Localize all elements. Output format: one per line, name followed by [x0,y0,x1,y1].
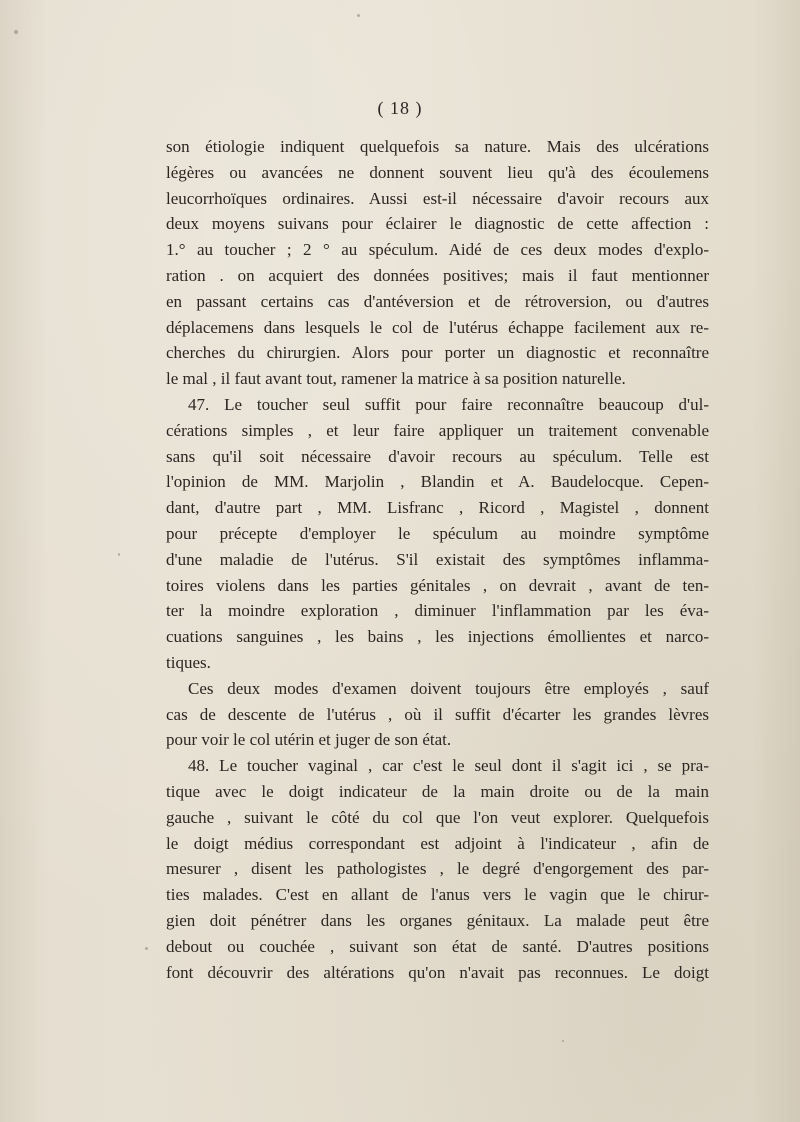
ink-spot [118,553,120,556]
ink-spot [357,14,360,17]
text-line: deux moyens suivans pour éclairer le diagnostic de cette affection : [166,214,709,234]
text-line: le doigt médius correspondant est adjoint à l'indicateur , afin de [166,833,709,853]
text-line: pour voir le col utérin et juger de son état. [166,730,452,750]
text-line: légères ou avancées ne donnent souvent lieu qu'à des écoulemens [166,162,709,182]
text-line: son étiologie indiquent quelquefois sa nature. Mais des ulcérations [166,137,709,156]
text-line: mesurer , disent les pathologistes , le degré d'engorgement des par- [166,859,709,879]
text-line: cérations simples , et leur faire appliquer un traitement convenable [166,420,709,440]
text-line: font découvrir des altérations qu'on n'avait pas reconnues. Le doigt [166,962,709,982]
body-text [166,134,709,985]
text-line: sans qu'il soit nécessaire d'avoir recours au spéculum. Telle est [166,446,709,466]
text-line: 48. Le toucher vaginal , car c'est le seul dont il s'agit ici , se pra- [188,756,709,776]
text-line: cas de descente de l'utérus , où il suffit d'écarter les grandes lèvres [166,704,709,724]
text-line: dant, d'autre part , MM. Lisfranc , Ricord , Magistel , donnent [166,498,709,518]
text-line: ties malades. C'est en allant de l'anus vers le vagin que le chirur- [166,885,709,905]
text-line: en passant certains cas d'antéversion et de rétroversion, ou d'autres [166,291,709,311]
text-line: debout ou couchée , suivant son état de santé. D'autres positions [166,936,709,956]
ink-spot [145,947,148,950]
text-line: l'opinion de MM. Marjolin , Blandin et A. Baudelocque. Cepen- [166,472,709,492]
text-line: ter la moindre exploration , diminuer l'inflammation par les éva- [166,601,709,621]
text-line: tique avec le doigt indicateur de la main droite ou de la main [166,781,709,801]
text-line: pour précepte d'employer le spéculum au moindre symptôme [166,523,709,543]
text-line: d'une maladie de l'utérus. S'il existait des symptômes inflamma- [166,549,709,569]
text-line: cuations sanguines , les bains , les injections émollientes et narco- [166,627,709,647]
text-line: Ces deux modes d'examen doivent toujours être employés , sauf [188,678,709,698]
ink-spot [562,1040,564,1042]
ink-spot [14,30,18,34]
page-number: ( 18 ) [377,98,423,118]
text-line: gien doit pénétrer dans les organes génitaux. La malade peut être [166,910,709,930]
text-line: tiques. [166,652,211,672]
text-line: toires violens dans les parties génitales , on devrait , avant de ten- [166,575,709,595]
text-line: gauche , suivant le côté du col que l'on veut explorer. Quelquefois [166,807,709,827]
text-line: déplacemens dans lesquels le col de l'utérus échappe facilement aux re- [166,317,709,337]
text-line: 47. Le toucher seul suffit pour faire reconnaître beaucoup d'ul- [188,394,709,414]
text-line: 1.° au toucher ; 2 ° au spéculum. Aidé de ces deux modes d'explo- [166,240,709,260]
text-line: le mal , il faut avant tout, ramener la matrice à sa position naturelle. [166,369,626,389]
text-line: leucorrhoïques ordinaires. Aussi est-il nécessaire d'avoir recours aux [166,188,709,208]
text-line: cherches du chirurgien. Alors pour porter un diagnostic et reconnaître [166,343,709,363]
text-line: ration . on acquiert des données positives; mais il faut mentionner [166,265,709,285]
